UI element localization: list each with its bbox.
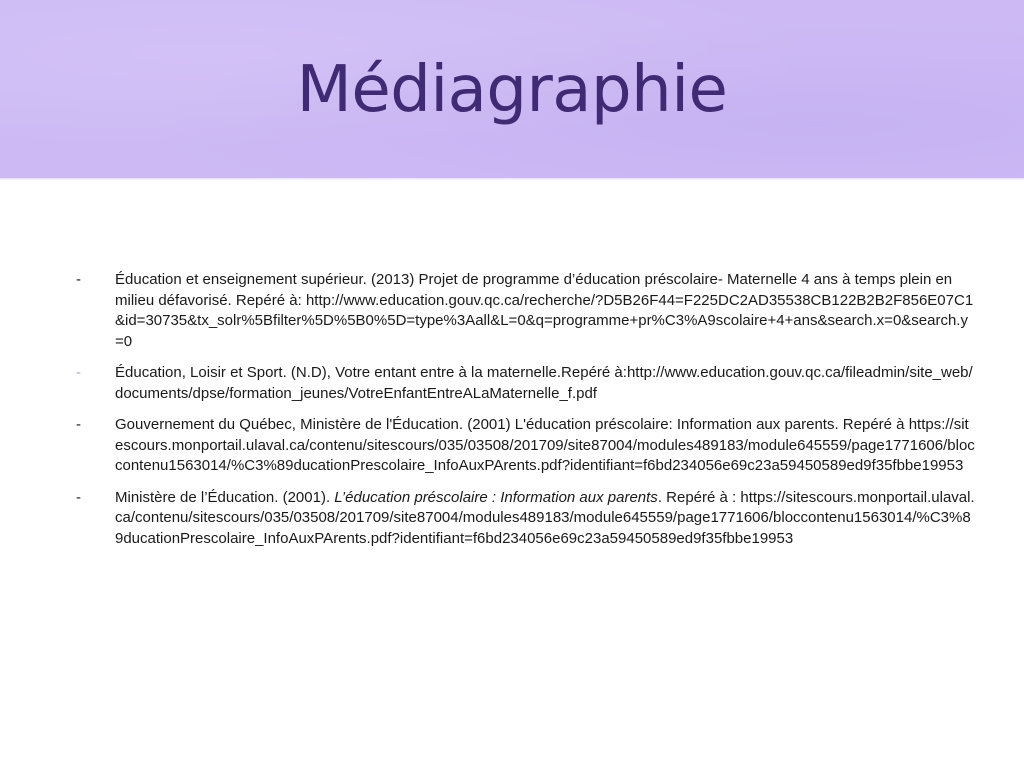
reference-item bbox=[76, 363, 976, 404]
bullet-dash: - bbox=[76, 364, 81, 381]
bullet-dash: - bbox=[76, 488, 81, 506]
reference-title-italic: L’éducation préscolaire : Information aux parents bbox=[334, 488, 658, 506]
reference-list bbox=[76, 270, 976, 560]
reference-url[interactable]: https://sitescours.monportail.ulaval.ca/contenu/sitescours/035/03508/201709/site87004/modules489183/module645559/page1771606/bloccontenu1563014/%C3%89ducationPrescolaire_InfoAuxPArents.pdf?identifiant=f6bd234056e69c23a59450589ed9f35fbbe19953 bbox=[115, 488, 975, 547]
reference-text: Gouvernement du Québec, Ministère de l'Éducation. (2001) L'éducation préscolaire: Information aux parents. Repéré à bbox=[115, 416, 905, 433]
reference-item bbox=[76, 415, 976, 477]
reference-url[interactable]: http://www.education.gouv.qc.ca/recherche/?D5B26F44=F225DC2AD35538CB122B2B2F856E07C1&id=30735&tx_solr%5Bfilter%5D%5B0%5D=type%3Aall&L=0&q=programme+pr%C3%A9scolaire+4+ans&search.x=0&search.y=0 bbox=[115, 291, 974, 350]
slide-title: Médiagraphie bbox=[296, 53, 728, 127]
reference-url[interactable]: https://sitescours.monportail.ulaval.ca/contenu/sitescours/035/03508/201709/site87004/modules489183/module645559/page1771606/bloccontenu1563014/%C3%89ducationPrescolaire_InfoAuxPArents.pdf?identifiant=f6bd234056e69c23a59450589ed9f35fbbe19953 bbox=[115, 416, 975, 474]
reference-text: Éducation, Loisir et Sport. (N.D), Votre entant entre à la maternelle.Repéré à: bbox=[115, 364, 627, 381]
title-band bbox=[0, 0, 1024, 178]
reference-text: Éducation et enseignement supérieur. (2013) Projet de programme d’éducation préscolaire- Maternelle 4 ans à temps plein en milieu défavorisé. Repéré à: bbox=[115, 271, 953, 309]
reference-text-after: . Repéré à : bbox=[657, 488, 737, 506]
bullet-dash: - bbox=[76, 271, 81, 288]
reference-text-before: Ministère de l’Éducation. (2001). bbox=[115, 488, 335, 506]
reference-item bbox=[76, 270, 976, 352]
reference-item bbox=[76, 488, 976, 550]
reference-url[interactable]: http://www.education.gouv.qc.ca/fileadmin/site_web/documents/dpse/formation_jeunes/VotreEnfantEntreALaMaternelle_f.pdf bbox=[115, 364, 973, 402]
bullet-dash: - bbox=[76, 416, 81, 433]
